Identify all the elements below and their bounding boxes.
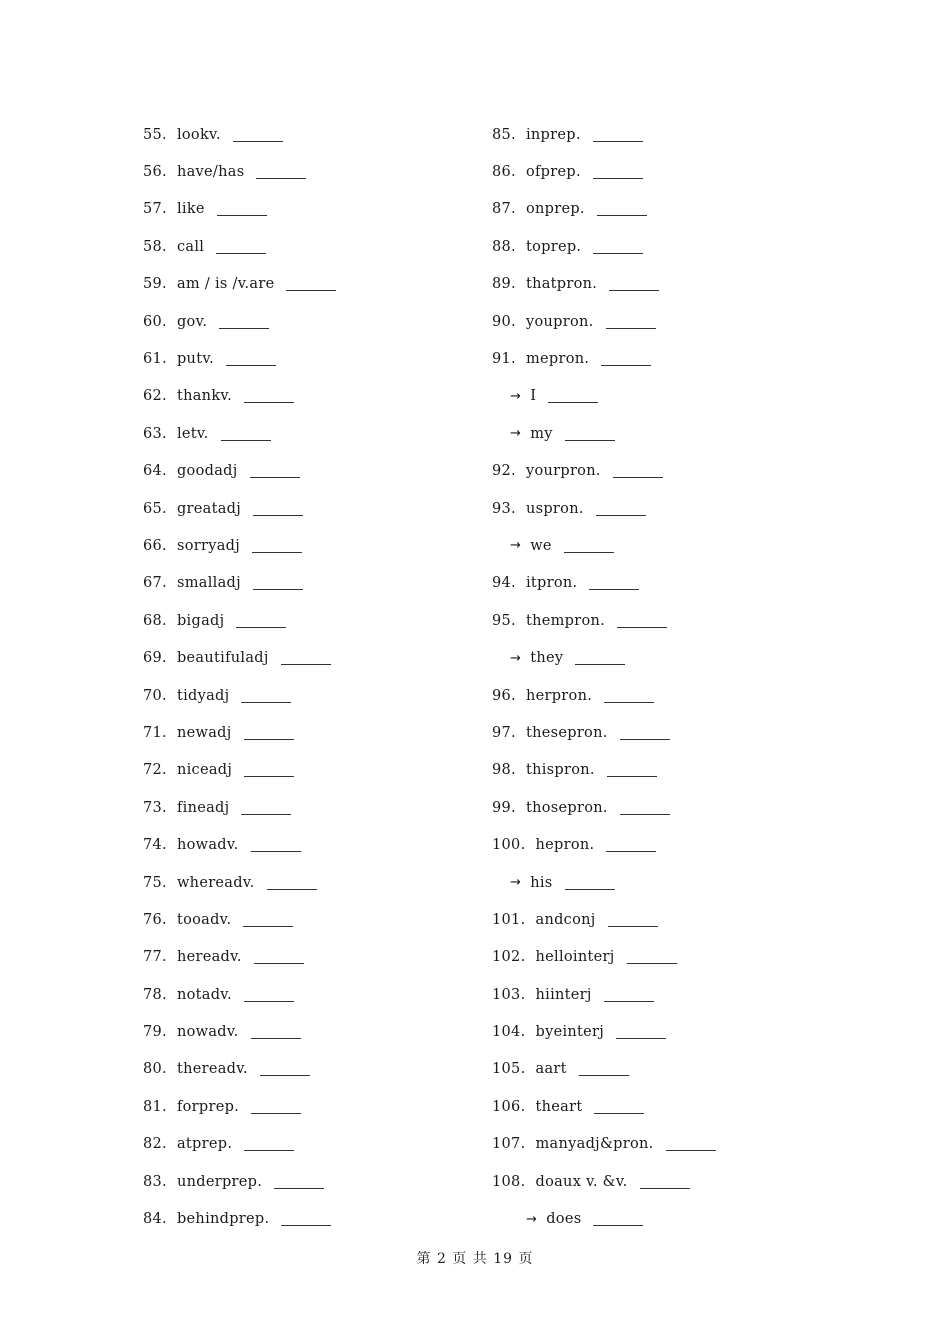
answer-blank[interactable] (253, 588, 303, 590)
arrow-icon: → (510, 426, 522, 442)
arrow-icon: → (526, 1211, 538, 1227)
vocab-word: theart (535, 1098, 583, 1115)
vocab-item (492, 1126, 822, 1163)
answer-blank[interactable] (244, 738, 294, 740)
vocab-word: mepron. (525, 351, 590, 368)
vocab-word: bigadj (176, 612, 225, 629)
vocab-word: gov. (176, 313, 208, 330)
vocab-item (143, 415, 473, 452)
item-number: 96. (492, 687, 516, 704)
item-number: 55. (143, 126, 167, 143)
vocab-word: thesepron. (525, 724, 608, 741)
item-number: 67. (143, 575, 167, 592)
vocab-item (492, 340, 822, 377)
vocab-word: hepron. (535, 837, 595, 854)
vocab-item (143, 303, 473, 340)
vocab-item (143, 714, 473, 751)
item-number: 100. (492, 837, 526, 854)
answer-blank[interactable] (244, 775, 294, 777)
answer-blank[interactable] (609, 289, 659, 291)
item-number: 76. (143, 911, 167, 928)
vocab-word: newadj (176, 724, 232, 741)
answer-blank[interactable] (253, 514, 303, 516)
answer-blank[interactable] (251, 1037, 301, 1039)
vocab-item (143, 602, 473, 639)
item-number: 93. (492, 500, 516, 517)
answer-blank[interactable] (579, 1074, 629, 1076)
item-number: 104. (492, 1024, 526, 1041)
item-number: 57. (143, 201, 167, 218)
answer-blank[interactable] (217, 214, 267, 216)
vocab-item (492, 1200, 822, 1237)
vocab-item (492, 378, 822, 415)
answer-blank[interactable] (565, 888, 615, 890)
arrow-icon: → (510, 538, 522, 554)
vocab-word: ofprep. (525, 164, 581, 181)
vocab-item (143, 677, 473, 714)
vocab-word: beautifuladj (176, 650, 269, 667)
vocab-word: thankv. (176, 388, 233, 405)
vocab-item (492, 453, 822, 490)
item-number: 99. (492, 799, 516, 816)
vocab-item (143, 266, 473, 303)
vocab-word: behindprep. (176, 1211, 270, 1228)
vocab-item (492, 527, 822, 564)
vocab-item (492, 303, 822, 340)
vocab-item (143, 1088, 473, 1125)
vocab-word: doaux v. &v. (535, 1173, 628, 1190)
item-number: 72. (143, 762, 167, 779)
vocab-item (143, 826, 473, 863)
answer-blank[interactable] (286, 289, 336, 291)
vocab-word: have/has (176, 164, 245, 181)
item-number: 89. (492, 276, 516, 293)
vocab-item (143, 453, 473, 490)
vocab-item (143, 228, 473, 265)
vocab-item (143, 1200, 473, 1237)
answer-blank[interactable] (274, 1187, 324, 1189)
item-number: 56. (143, 164, 167, 181)
answer-blank[interactable] (627, 962, 677, 964)
vocab-word: lookv. (176, 126, 221, 143)
item-number: 102. (492, 949, 526, 966)
vocab-word: they (530, 650, 564, 667)
vocab-item (492, 415, 822, 452)
vocab-item (143, 639, 473, 676)
vocab-word: itpron. (525, 575, 578, 592)
item-number: 103. (492, 986, 526, 1003)
vocab-word: herpron. (525, 687, 593, 704)
vocab-word: smalladj (176, 575, 241, 592)
vocab-item (143, 752, 473, 789)
answer-blank[interactable] (233, 140, 283, 142)
vocab-word: thatpron. (525, 276, 598, 293)
answer-blank[interactable] (244, 401, 294, 403)
item-number: 73. (143, 799, 167, 816)
answer-blank[interactable] (565, 439, 615, 441)
item-number: 83. (143, 1173, 167, 1190)
vocab-item (492, 752, 822, 789)
vocab-word: his (530, 874, 553, 891)
vocab-item (492, 116, 822, 153)
answer-blank[interactable] (617, 626, 667, 628)
vocab-item (143, 116, 473, 153)
vocab-word: notadv. (176, 986, 232, 1003)
answer-blank[interactable] (219, 327, 269, 329)
vocab-item (492, 826, 822, 863)
page-footer: 第 2 页 共 19 页 (416, 1251, 534, 1267)
answer-blank[interactable] (606, 850, 656, 852)
vocab-word: youpron. (525, 313, 594, 330)
vocab-item (143, 901, 473, 938)
answer-blank[interactable] (604, 701, 654, 703)
answer-blank[interactable] (613, 476, 663, 478)
item-number: 98. (492, 762, 516, 779)
vocab-item (492, 153, 822, 190)
answer-blank[interactable] (620, 813, 670, 815)
answer-blank[interactable] (241, 701, 291, 703)
answer-blank[interactable] (236, 626, 286, 628)
vocab-word: whereadv. (176, 874, 255, 891)
vocab-item (492, 565, 822, 602)
answer-blank[interactable] (594, 1112, 644, 1114)
vocab-word: putv. (176, 351, 214, 368)
vocab-item (143, 340, 473, 377)
vocab-item (492, 1088, 822, 1125)
item-number: 92. (492, 463, 516, 480)
item-number: 94. (492, 575, 516, 592)
item-number: 69. (143, 650, 167, 667)
item-number: 74. (143, 837, 167, 854)
vocab-item (492, 602, 822, 639)
vocab-word: thempron. (525, 612, 606, 629)
item-number: 85. (492, 126, 516, 143)
vocab-word: I (530, 388, 537, 405)
vocab-word: underprep. (176, 1173, 263, 1190)
vocab-word: onprep. (525, 201, 585, 218)
vocab-item (143, 976, 473, 1013)
answer-blank[interactable] (604, 1000, 654, 1002)
item-number: 75. (143, 874, 167, 891)
vocab-word: letv. (176, 425, 209, 442)
item-number: 59. (143, 276, 167, 293)
vocab-item (492, 714, 822, 751)
answer-blank[interactable] (548, 401, 598, 403)
answer-blank[interactable] (564, 551, 614, 553)
vocab-word: niceadj (176, 762, 233, 779)
vocab-word: thispron. (525, 762, 595, 779)
item-number: 80. (143, 1061, 167, 1078)
left-word-column (143, 116, 473, 1238)
item-number: 86. (492, 164, 516, 181)
vocab-word: thereadv. (176, 1061, 248, 1078)
item-number: 101. (492, 911, 526, 928)
answer-blank[interactable] (593, 140, 643, 142)
item-number: 79. (143, 1024, 167, 1041)
vocab-word: fineadj (176, 799, 230, 816)
item-number: 107. (492, 1136, 526, 1153)
vocab-item (143, 490, 473, 527)
vocab-word: andconj (535, 911, 596, 928)
vocab-word: am / is /v.are (176, 276, 275, 293)
item-number: 87. (492, 201, 516, 218)
item-number: 91. (492, 351, 516, 368)
item-number: 88. (492, 238, 516, 255)
vocab-word: call (176, 238, 205, 255)
vocab-item (143, 864, 473, 901)
vocab-word: aart (535, 1061, 567, 1078)
vocab-item (492, 901, 822, 938)
vocab-item (492, 1051, 822, 1088)
answer-blank[interactable] (251, 850, 301, 852)
item-number: 62. (143, 388, 167, 405)
item-number: 64. (143, 463, 167, 480)
vocab-word: uspron. (525, 500, 584, 517)
answer-blank[interactable] (601, 364, 651, 366)
answer-blank[interactable] (256, 177, 306, 179)
item-number: 63. (143, 425, 167, 442)
answer-blank[interactable] (616, 1037, 666, 1039)
vocab-word: goodadj (176, 463, 238, 480)
vocab-item (143, 527, 473, 564)
vocab-word: hellointerj (535, 949, 615, 966)
answer-blank[interactable] (251, 1112, 301, 1114)
answer-blank[interactable] (244, 1149, 294, 1151)
vocab-word: yourpron. (525, 463, 601, 480)
item-number: 65. (143, 500, 167, 517)
vocab-word: forprep. (176, 1098, 240, 1115)
item-number: 71. (143, 724, 167, 741)
vocab-word: inprep. (525, 126, 581, 143)
answer-blank[interactable] (589, 588, 639, 590)
answer-blank[interactable] (640, 1187, 690, 1189)
item-number: 70. (143, 687, 167, 704)
vocab-item (143, 1051, 473, 1088)
vocab-word: tooadv. (176, 911, 232, 928)
vocab-word: byeinterj (535, 1024, 605, 1041)
answer-blank[interactable] (593, 1224, 643, 1226)
vocab-item (492, 864, 822, 901)
vocab-item (492, 677, 822, 714)
answer-blank[interactable] (281, 1224, 331, 1226)
vocab-item (492, 228, 822, 265)
answer-blank[interactable] (606, 327, 656, 329)
answer-blank[interactable] (252, 551, 302, 553)
vocab-item (143, 565, 473, 602)
vocab-word: howadv. (176, 837, 239, 854)
vocab-item (143, 939, 473, 976)
item-number: 108. (492, 1173, 526, 1190)
vocab-word: we (530, 537, 552, 554)
vocab-item (143, 1163, 473, 1200)
answer-blank[interactable] (575, 663, 625, 665)
answer-blank[interactable] (596, 514, 646, 516)
vocab-item (143, 191, 473, 228)
vocab-item (492, 976, 822, 1013)
answer-blank[interactable] (241, 813, 291, 815)
vocab-word: toprep. (525, 238, 582, 255)
answer-blank[interactable] (254, 962, 304, 964)
vocab-item (143, 1126, 473, 1163)
item-number: 58. (143, 238, 167, 255)
vocab-item (143, 378, 473, 415)
answer-blank[interactable] (216, 252, 266, 254)
item-number: 78. (143, 986, 167, 1003)
vocab-item (492, 639, 822, 676)
vocab-item (143, 153, 473, 190)
vocab-item (143, 1013, 473, 1050)
arrow-icon: → (510, 650, 522, 666)
item-number: 66. (143, 537, 167, 554)
answer-blank[interactable] (281, 663, 331, 665)
vocab-item (492, 490, 822, 527)
vocab-word: hereadv. (176, 949, 242, 966)
item-number: 106. (492, 1098, 526, 1115)
vocab-word: tidyadj (176, 687, 230, 704)
answer-blank[interactable] (221, 439, 271, 441)
arrow-icon: → (510, 388, 522, 404)
answer-blank[interactable] (608, 925, 658, 927)
vocab-item (492, 1163, 822, 1200)
vocab-word: greatadj (176, 500, 242, 517)
vocab-item (492, 191, 822, 228)
vocab-word: nowadv. (176, 1024, 239, 1041)
item-number: 105. (492, 1061, 526, 1078)
answer-blank[interactable] (260, 1074, 310, 1076)
vocab-word: atprep. (176, 1136, 233, 1153)
vocab-word: sorryadj (176, 537, 241, 554)
answer-blank[interactable] (244, 1000, 294, 1002)
item-number: 97. (492, 724, 516, 741)
vocab-item (492, 789, 822, 826)
vocab-word: like (176, 201, 205, 218)
answer-blank[interactable] (267, 888, 317, 890)
vocab-item (492, 939, 822, 976)
vocab-item (143, 789, 473, 826)
vocab-word: my (530, 425, 553, 442)
answer-blank[interactable] (620, 738, 670, 740)
item-number: 82. (143, 1136, 167, 1153)
right-word-column (492, 116, 822, 1238)
answer-blank[interactable] (607, 775, 657, 777)
item-number: 77. (143, 949, 167, 966)
answer-blank[interactable] (226, 364, 276, 366)
item-number: 68. (143, 612, 167, 629)
vocab-word: manyadj&pron. (535, 1136, 654, 1153)
vocab-word: does (546, 1211, 582, 1228)
answer-blank[interactable] (593, 252, 643, 254)
answer-blank[interactable] (597, 214, 647, 216)
arrow-icon: → (510, 875, 522, 890)
answer-blank[interactable] (666, 1149, 716, 1151)
answer-blank[interactable] (593, 177, 643, 179)
vocab-word: thosepron. (525, 799, 608, 816)
item-number: 60. (143, 313, 167, 330)
item-number: 81. (143, 1098, 167, 1115)
item-number: 61. (143, 351, 167, 368)
answer-blank[interactable] (250, 476, 300, 478)
item-number: 90. (492, 313, 516, 330)
item-number: 84. (143, 1211, 167, 1228)
vocab-item (492, 266, 822, 303)
answer-blank[interactable] (243, 925, 293, 927)
vocab-word: hiinterj (535, 986, 592, 1003)
vocab-item (492, 1013, 822, 1050)
item-number: 95. (492, 612, 516, 629)
